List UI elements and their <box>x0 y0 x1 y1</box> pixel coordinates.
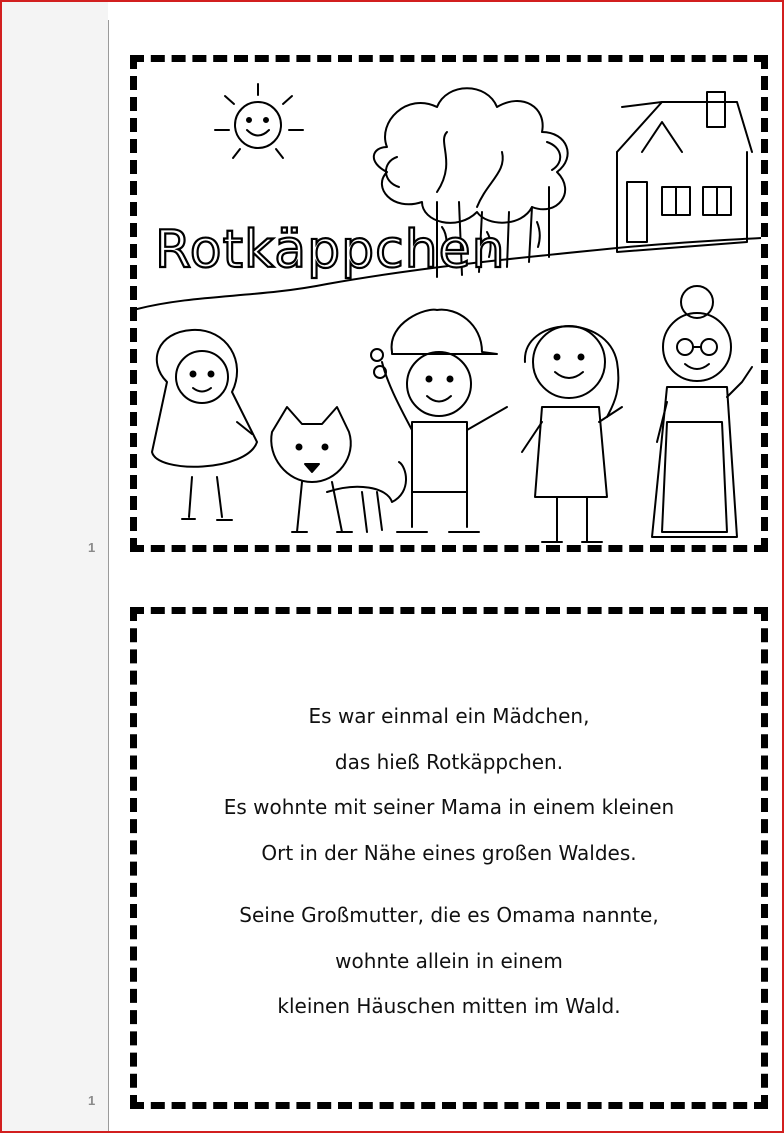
cover-card <box>130 55 768 552</box>
mother-icon <box>522 326 622 542</box>
page-number: 1 <box>88 540 96 555</box>
sun-icon <box>215 84 303 158</box>
wolf-icon <box>271 407 406 532</box>
story-line: Es wohnte mit seiner Mama in einem kleinen <box>223 795 675 819</box>
story-line: wohnte allein in einem <box>335 948 563 973</box>
house-icon <box>617 92 752 252</box>
page-number: 1 <box>88 1093 96 1108</box>
margin-gutter <box>2 2 108 1131</box>
book-title: Rotkäppchen <box>155 220 506 280</box>
margin-line <box>108 20 109 1131</box>
story-line: kleinen Häuschen mitten im Wald. <box>277 994 621 1018</box>
story-line: das hieß Rotkäppchen. <box>334 749 564 774</box>
story-line: Es war einmal ein Mädchen, <box>308 704 590 728</box>
cover-illustration <box>137 62 761 545</box>
story-line: Ort in der Nähe eines großen Waldes. <box>261 840 637 865</box>
story-line: Seine Großmutter, die es Omama nannte, <box>239 903 659 927</box>
story-card <box>130 607 768 1109</box>
grandmother-icon <box>652 286 752 537</box>
little-red-riding-hood-icon <box>152 330 257 520</box>
story-text <box>137 694 761 1030</box>
